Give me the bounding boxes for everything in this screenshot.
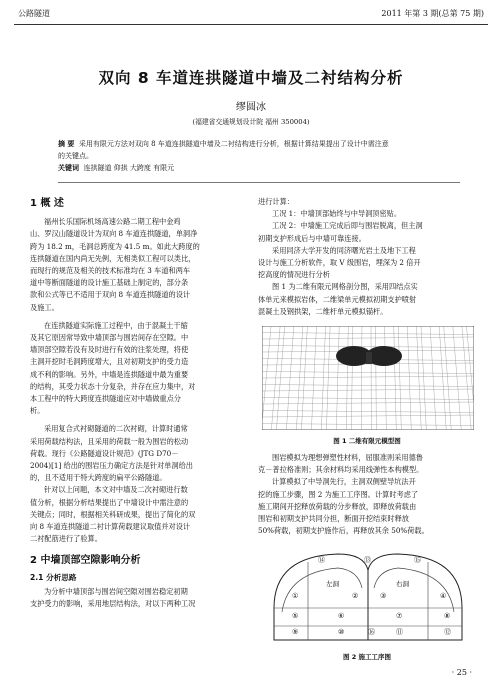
- step-label: ④: [440, 592, 447, 600]
- text-line: 墙顶部空隙若没有及时进行有效的注浆处理，将使: [30, 345, 189, 355]
- paragraph-2: [30, 320, 244, 418]
- left-tube-label: 左洞: [326, 580, 339, 588]
- text-line: 关键点；同时，根据相关科研成果，提出了简化的双: [30, 509, 196, 519]
- text-line: 2004)[1] 给出的围岩压力确定方法是针对单洞给出: [30, 461, 193, 471]
- step-label: ②: [352, 592, 359, 600]
- step-label: ⑦: [396, 612, 403, 620]
- text-line: 支护受力的影响，采用地层结构法，对以下两种工况: [30, 599, 196, 609]
- paragraph-3: [30, 423, 244, 484]
- text-line: 成不利的影响。另外，中墙是连拱隧道中最为重要: [30, 369, 189, 379]
- step-label: ⑯: [368, 628, 375, 636]
- text-line: 跨为 18.2 m，毛洞总跨度为 41.5 m。如此大跨度的: [30, 241, 200, 251]
- step-label: ⑮: [414, 556, 421, 564]
- step-label: ⑧: [444, 612, 451, 620]
- step-label: ③: [380, 592, 387, 600]
- section-2-heading: 2 中墙顶部空隙影响分析: [30, 555, 141, 567]
- step-label: ⑫: [444, 628, 451, 636]
- text-line: 连拱隧道在国内尚无先例，无相类似工程可以类比，: [30, 253, 196, 263]
- abstract-text-1: 采用有限元方法对双向 8 车道连拱隧道中墙及二衬结构进行分析，根据计算结果提出了设计中需注意: [78, 140, 389, 148]
- step-label: ①: [292, 592, 299, 600]
- text-line: 及施工。: [30, 302, 59, 312]
- abstract-rule: [58, 182, 460, 183]
- figure-1: [262, 326, 474, 430]
- step-label: ⑩: [338, 628, 345, 636]
- running-header-left: 公路隧道: [18, 9, 50, 18]
- author-name: 缪圆冰: [236, 102, 266, 113]
- text-line: 为分析中墙顶部与围岩间空隙对围岩稳定初期: [44, 586, 188, 596]
- text-line: 初期支护形成后与中墙可靠连接。: [258, 233, 366, 243]
- keywords-label: 关键词: [58, 164, 79, 172]
- text-line: 工况 2：中墙施工完成后即与围岩脱离，但主洞: [272, 221, 423, 231]
- text-line: 采用同济大学开发的同济曙光岩土及地下工程: [272, 245, 416, 255]
- text-line: 混凝土及钢拱架，二维杆单元模拟锚杆。: [258, 306, 388, 316]
- text-line: 道中等断面隧道的设计施工基础上制定的，部分条: [30, 278, 189, 288]
- text-line: 福州长乐国际机场高速公路二期工程中金鸡: [44, 217, 181, 227]
- step-label: ⑨: [292, 628, 299, 636]
- text-line: 围岩模拟为理想弹塑性材料，屈服准则采用德鲁: [272, 453, 423, 462]
- running-header-right: 2011 年第 3 期(总第 75 期): [381, 9, 484, 18]
- figure-1-caption: 图 1 二维有限元模型图: [333, 437, 401, 445]
- text-line: 50%荷载，初期支护施作后，再释放其余 50%荷载。: [258, 526, 429, 536]
- right-column-top: [258, 196, 476, 318]
- text-line: 计算模拟了中导洞先行，主洞双侧壁导坑法开: [272, 477, 416, 487]
- text-line: 图 1 为二维有限元网格剖分图，采用四结点实: [272, 282, 418, 292]
- paper-title: 双向 8 车道连拱隧道中墙及二衬结构分析: [98, 69, 404, 87]
- text-line: 采用荷载结构法，且采用的荷载一般为围岩的松动: [30, 436, 189, 446]
- header-rule: [14, 24, 488, 25]
- text-line: 荷载。现行《公路隧道设计规范》(JTG D70－: [30, 448, 179, 458]
- text-line: 值分析，根据分析结果提出了中墙设计中需注意的: [30, 497, 189, 507]
- keywords-text: 连拱隧道 仰拱 大跨度 有限元: [83, 164, 175, 172]
- subsection-2-1-heading: 2.1 分析思路: [30, 572, 77, 582]
- text-line: 围岩和初期支护共同分担，断面开挖结束时释放: [258, 514, 409, 524]
- text-line: 的，且不适用于特大跨度的扁平公路隧道。: [30, 473, 167, 483]
- paragraph-5: [30, 586, 244, 610]
- figure-2-caption: 图 2 施工工序图: [342, 653, 392, 661]
- text-line: 及其它原因常导致中墙顶部与围岩间存在空隙。中: [30, 333, 189, 343]
- abstract: [58, 138, 460, 174]
- page-number: · 25 ·: [451, 668, 472, 677]
- text-line: 山、罗汉山隧道设计为双向 8 车道连拱隧道，单洞净: [30, 229, 198, 239]
- text-line: 在连拱隧道实际施工过程中，由于混凝土干缩: [44, 320, 188, 330]
- step-label: ⑭: [318, 556, 325, 564]
- fe-mesh-illustration: [262, 326, 474, 430]
- text-line: 设计与施工分析软件，取 V 级围岩，埋深为 2 倍开: [258, 258, 421, 268]
- left-column: [30, 198, 244, 610]
- step-label: ⑤: [292, 612, 299, 620]
- text-line: 挖的施工步骤，图 2 为施工工序图。计算时考虑了: [258, 489, 419, 499]
- author-affiliation: (福建省交通规划设计院 福州 350004): [192, 118, 310, 126]
- text-line: 而现行的规范及相关的技术标准均在 3 车道和两车: [30, 266, 191, 276]
- text-line: 主洞开挖时毛洞跨度增大，且对初期支护的受力造: [30, 357, 189, 367]
- right-column-middle: [258, 452, 476, 537]
- text-line: 本工程中的特大跨度连拱隧道应对中墙做重点分: [30, 394, 181, 404]
- text-line: 进行计算：: [258, 197, 294, 206]
- text-line: 工况 1：中墙顶部始终与中导洞顶密贴。: [272, 209, 402, 219]
- step-label: ⑪: [396, 628, 403, 636]
- text-line: 析。: [30, 406, 45, 416]
- text-line: 的结构，其受力状态十分复杂，并存在应力集中，对: [30, 381, 196, 391]
- section-1-heading: 1 概 述: [30, 198, 64, 209]
- construction-sequence-diagram: [268, 548, 468, 648]
- text-line: 针对以上问题，本文对中墙及二次衬砌进行数: [44, 485, 188, 495]
- step-label: ⑥: [338, 612, 345, 620]
- text-line: 二衬配筋进行了验算。: [30, 534, 102, 544]
- text-line: 施工期间开挖释放荷载的分步释放，即释放荷载由: [258, 501, 417, 511]
- text-line: 款和公式等已不适用于双向 8 车道连拱隧道的设计: [30, 290, 191, 300]
- figure-2: [268, 548, 468, 648]
- text-line: 体单元来模拟岩体，二维梁单元模拟初期支护喷射: [258, 294, 417, 304]
- text-line: 挖高度的情况进行分析: [258, 270, 330, 280]
- abstract-text-2: 的关键点。: [58, 152, 93, 160]
- text-line: 向 8 车道连拱隧道二衬计算荷载建议取值并对设计: [30, 522, 191, 532]
- paragraph-1: [30, 216, 244, 314]
- text-line: 采用复合式衬砌隧道的二次衬砌，计算时通常: [44, 424, 188, 434]
- text-line: 克－普拉格准则；其余材料均采用线弹性本构模型。: [258, 465, 424, 475]
- step-label: ⑬: [364, 556, 371, 564]
- paragraph-4: [30, 484, 244, 545]
- right-tube-label: 右洞: [396, 580, 409, 588]
- abstract-label: 摘 要: [58, 140, 75, 148]
